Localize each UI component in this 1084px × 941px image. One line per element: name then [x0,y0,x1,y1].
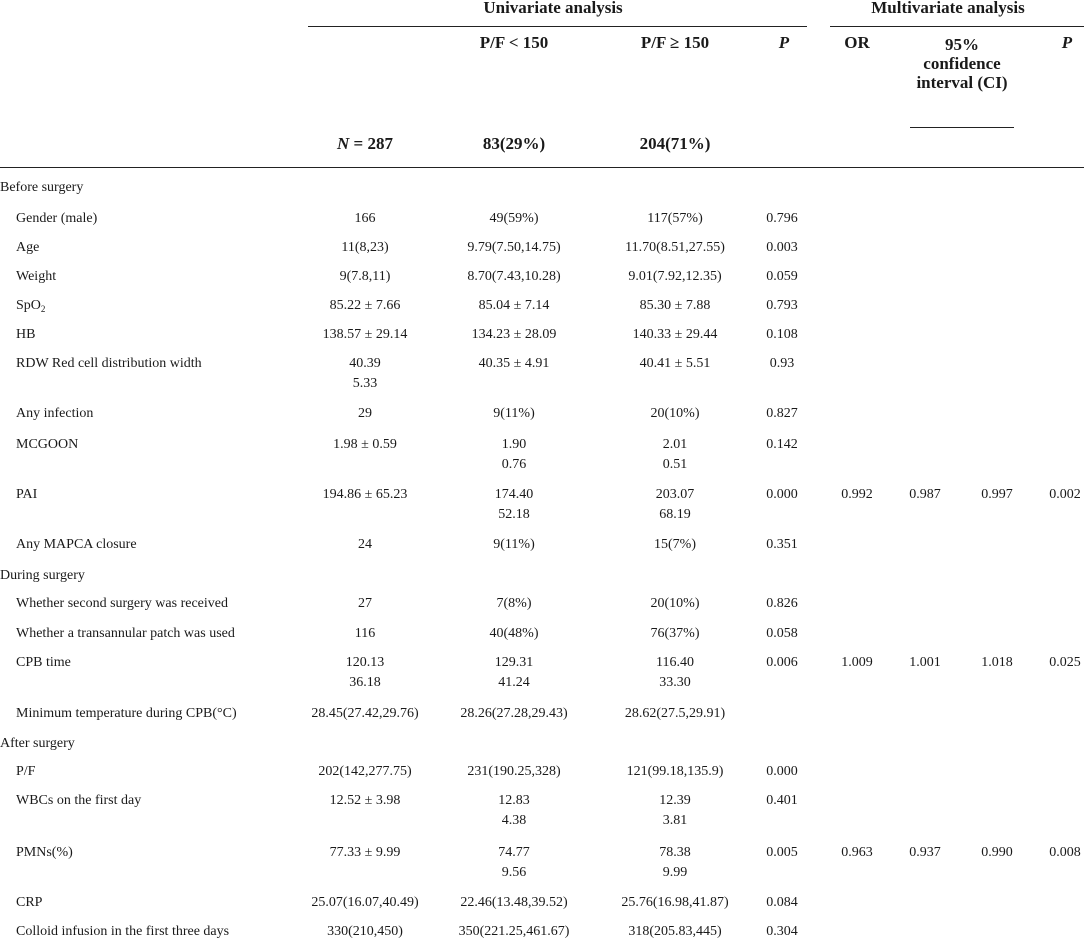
multivariate-header: Multivariate analysis [871,0,1025,17]
row-label: CRP [16,895,43,910]
cell-total: 77.33 ± 9.99 [329,845,401,860]
cell-pf-low: 231(190.25,328) [467,764,561,779]
cell-pf-low: 28.26(27.28,29.43) [460,706,568,721]
cell-pf-high-sd: 68.19 [659,507,691,522]
cell-pf-low: 9.79(7.50,14.75) [467,240,561,255]
cell-pf-low: 40(48%) [489,626,539,641]
cell-pf-high: 28.62(27.5,29.91) [624,706,726,721]
section-before-surgery: Before surgery [0,180,84,195]
cell-total: 11(8,23) [341,240,389,255]
cell-total: 9(7.8,11) [339,269,391,284]
cell-total: 29 [358,406,372,421]
cell-pf-high: 76(37%) [650,626,700,641]
row-label: PAI [16,487,38,502]
cell-p: 0.108 [766,327,798,342]
section-during-surgery: During surgery [0,568,85,583]
col-header-pf-low: P/F < 150 [479,33,549,52]
cell-pf-high: 140.33 ± 29.44 [632,327,718,342]
cell-p: 0.351 [766,537,798,552]
cell-pf-low: 174.40 [494,487,534,502]
cell-pf-low: 7(8%) [496,596,532,611]
cell-p: 0.826 [766,596,798,611]
cell-p: 0.000 [766,764,798,779]
cell-p: 0.401 [766,793,798,808]
row-label: HB [16,327,36,342]
cell-p: 0.793 [766,298,798,313]
ci-rule [910,127,1014,128]
cell-pf-high: 25.76(16.98,41.87) [621,895,729,910]
col-header-p2: P [1061,33,1073,52]
cell-total: 1.98 ± 0.59 [333,437,397,452]
cell-ci-high: 0.997 [981,487,1013,502]
cell-pf-low-sd: 52.18 [498,507,530,522]
row-label: Whether second surgery was received [16,596,228,611]
univariate-header: Univariate analysis [483,0,623,17]
n-total-header: N = 287 [337,134,393,153]
cell-pf-low: 1.90 [501,437,527,452]
cell-pf-high: 2.01 [662,437,688,452]
cell-or: 0.992 [841,487,873,502]
cell-pf-high: 20(10%) [650,596,700,611]
cell-total-sd: 36.18 [349,675,381,690]
cell-total: 12.52 ± 3.98 [329,793,401,808]
n-low-header: 83(29%) [482,134,546,153]
cell-p: 0.058 [766,626,798,641]
cell-p: 0.084 [766,895,798,910]
cell-pf-low: 9(11%) [493,406,535,421]
cell-pf-high: 85.30 ± 7.88 [639,298,711,313]
cell-ci-low: 1.001 [909,655,941,670]
cell-pf-low: 12.83 [498,793,530,808]
cell-or: 1.009 [841,655,873,670]
cell-total: 166 [354,211,376,226]
cell-p2: 0.008 [1049,845,1081,860]
cell-p: 0.142 [766,437,798,452]
col-header-ci: 95% confidence interval (CI) [916,35,1008,92]
cell-total: 138.57 ± 29.14 [322,327,408,342]
col-header-p: P [778,33,790,52]
cell-p: 0.796 [766,211,798,226]
cell-pf-high-sd: 9.99 [662,865,688,880]
row-label: Age [16,240,40,255]
cell-pf-low: 129.31 [494,655,534,670]
cell-pf-high: 15(7%) [654,537,696,552]
cell-total-sd: 5.33 [352,376,378,391]
row-label: RDW Red cell distribution width [16,356,202,371]
section-after-surgery: After surgery [0,736,75,751]
cell-pf-high: 121(99.18,135.9) [626,764,724,779]
cell-total: 85.22 ± 7.66 [329,298,401,313]
cell-p: 0.059 [766,269,798,284]
row-label: PMNs(%) [16,845,73,860]
cell-total: 202(142,277.75) [318,764,412,779]
cell-pf-low: 49(59%) [489,211,539,226]
cell-p2: 0.025 [1049,655,1081,670]
cell-pf-low: 85.04 ± 7.14 [478,298,550,313]
cell-pf-low: 74.77 [498,845,530,860]
cell-pf-low-sd: 41.24 [498,675,530,690]
cell-total: 25.07(16.07,40.49) [311,895,419,910]
cell-pf-low-sd: 4.38 [501,813,527,828]
row-label: Minimum temperature during CPB(°C) [16,706,237,721]
cell-pf-high: 12.39 [659,793,691,808]
cell-pf-high-sd: 33.30 [659,675,691,690]
cell-total: 28.45(27.42,29.76) [311,706,419,721]
cell-pf-high: 318(205.83,445) [628,924,722,939]
cell-p: 0.006 [766,655,798,670]
cell-pf-high: 11.70(8.51,27.55) [625,240,725,255]
cell-p2: 0.002 [1049,487,1081,502]
cell-pf-low: 40.35 ± 4.91 [478,356,550,371]
cell-total: 27 [358,596,372,611]
row-label: Gender (male) [16,211,98,226]
cell-total: 116 [354,626,376,641]
n-high-header: 204(71%) [639,134,711,153]
row-label: P/F [16,764,36,779]
cell-p: 0.005 [766,845,798,860]
row-label: Colloid infusion in the first three days [16,924,230,939]
cell-total: 330(210,450) [327,924,403,939]
cell-total: 120.13 [345,655,385,670]
cell-pf-low: 8.70(7.43,10.28) [467,269,561,284]
row-label: Any infection [16,406,94,421]
cell-pf-low: 9(11%) [493,537,535,552]
row-label: Whether a transannular patch was used [16,626,235,641]
cell-pf-high: 78.38 [659,845,691,860]
col-header-or: OR [844,33,870,52]
cell-pf-high-sd: 3.81 [662,813,688,828]
row-label: Any MAPCA closure [16,537,137,552]
cell-pf-low: 134.23 ± 28.09 [471,327,557,342]
cell-total: 40.39 [349,356,381,371]
row-label: MCGOON [16,437,79,452]
cell-ci-high: 0.990 [981,845,1013,860]
col-header-pf-high: P/F ≥ 150 [640,33,710,52]
cell-pf-high: 40.41 ± 5.51 [639,356,711,371]
cell-ci-low: 0.987 [909,487,941,502]
cell-or: 0.963 [841,845,873,860]
cell-total: 194.86 ± 65.23 [322,487,408,502]
cell-ci-low: 0.937 [909,845,941,860]
cell-p: 0.304 [766,924,798,939]
cell-pf-high: 203.07 [655,487,695,502]
row-label: Weight [16,269,57,284]
cell-ci-high: 1.018 [981,655,1013,670]
row-label: CPB time [16,655,71,670]
cell-pf-high: 117(57%) [647,211,703,226]
header-bottom-rule [0,167,1084,168]
row-label: WBCs on the first day [16,793,142,808]
cell-pf-low-sd: 9.56 [501,865,527,880]
cell-total: 24 [358,537,372,552]
cell-p: 0.003 [766,240,798,255]
cell-pf-low-sd: 0.76 [501,457,527,472]
cell-pf-high: 116.40 [656,655,694,670]
cell-p: 0.827 [766,406,798,421]
multivariate-rule [830,26,1084,27]
cell-p: 0.93 [769,356,795,371]
cell-pf-low: 22.46(13.48,39.52) [460,895,568,910]
cell-p: 0.000 [766,487,798,502]
cell-pf-high: 9.01(7.92,12.35) [628,269,722,284]
cell-pf-high: 20(10%) [650,406,700,421]
row-label: SpO$_2$ [16,298,46,314]
cell-pf-high-sd: 0.51 [662,457,688,472]
cell-pf-low: 350(221.25,461.67) [458,924,570,939]
univariate-rule [308,26,807,27]
